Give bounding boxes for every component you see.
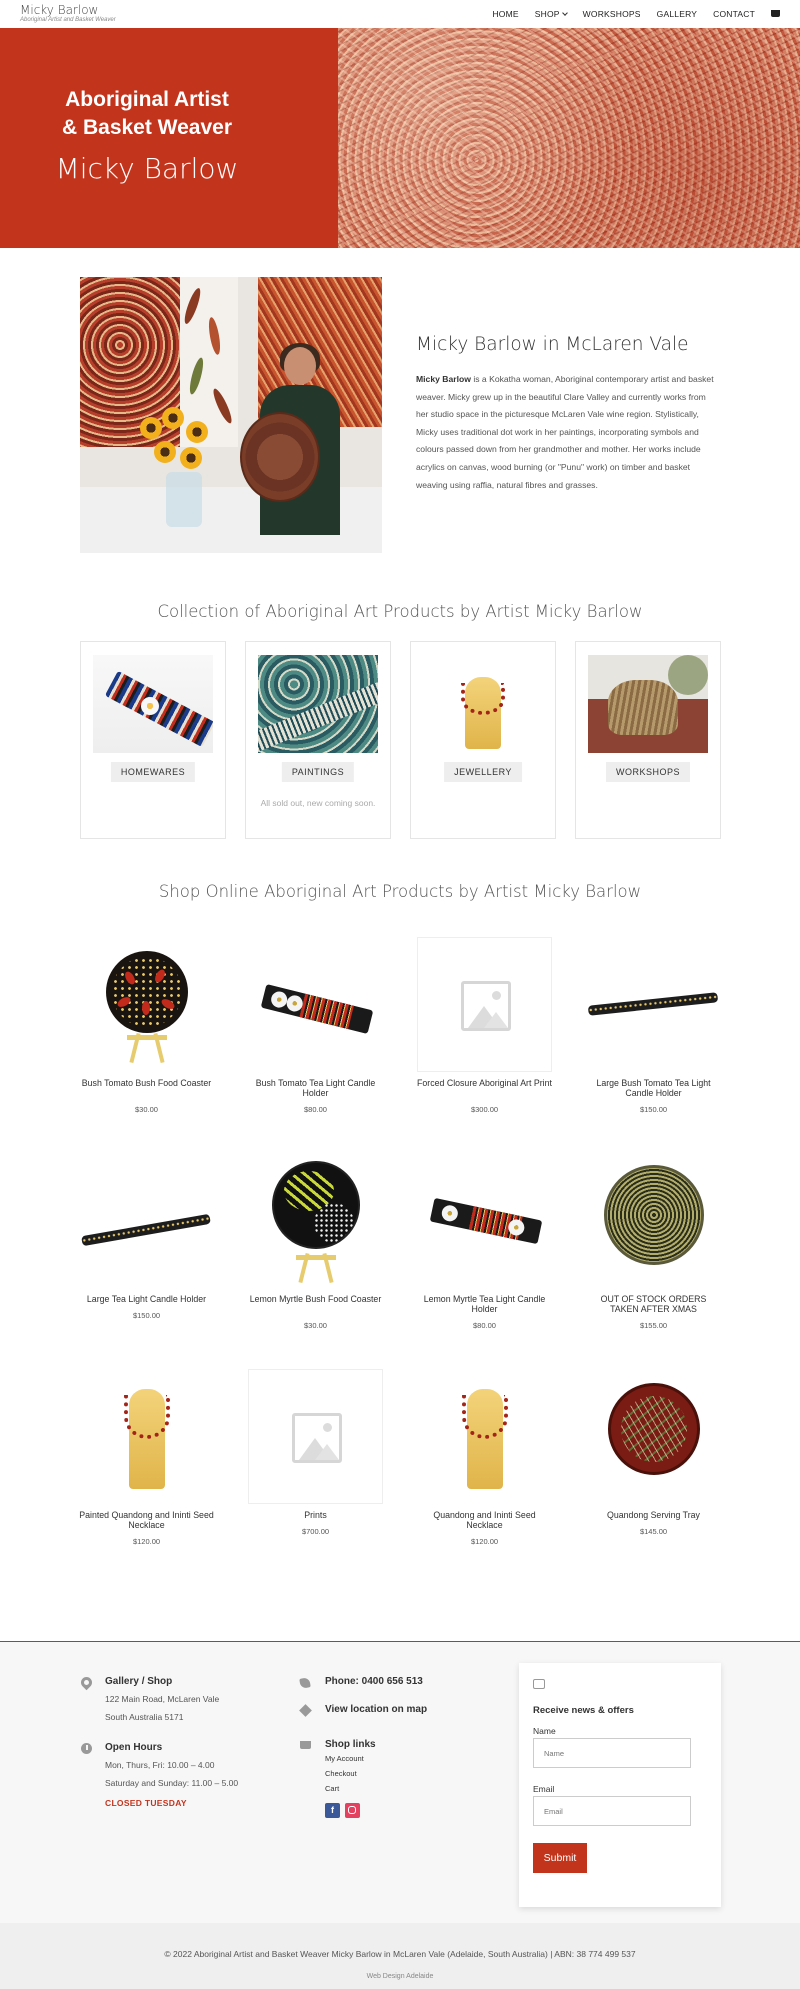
easel-bar [296,1255,336,1260]
product-price: $120.00 [470,1537,499,1546]
tray-artwork [608,1383,700,1475]
hero-title-line1: Aboriginal Artist [65,88,229,111]
hero-title-line2: & Basket Weaver [61,116,233,139]
nav-gallery[interactable]: GALLERY [656,9,698,19]
placeholder-mountain [315,1444,339,1460]
product-image[interactable] [586,1153,721,1288]
link-cart[interactable]: Cart [325,1784,340,1793]
placeholder-sun [323,1423,332,1432]
copyright-text: © 2022 Aboriginal Artist and Basket Weaver Micky Barlow in McLaren Vale (Adelaide, South Australia) | ABN: 38 774 499 537 [164,1949,636,1959]
intro-heading: Micky Barlow in McLaren Vale [416,334,689,355]
product-name[interactable]: Painted Quandong and Ininti Seed Necklace [79,1510,214,1530]
nav-shop[interactable] [535,9,567,19]
candle-holder-artwork [261,984,374,1034]
category-button[interactable]: WORKSHOPS [606,762,690,782]
candle-holder-shape [105,671,213,747]
address-line2: South Australia 5171 [105,1712,184,1722]
product-image[interactable] [79,1369,214,1504]
artist-photo [80,277,382,553]
link-checkout[interactable]: Checkout [325,1769,357,1778]
product-price: $80.00 [473,1321,496,1330]
product-price: $30.00 [304,1321,327,1330]
name-input[interactable] [533,1738,691,1768]
product-price: $150.00 [639,1105,668,1114]
clock-icon [81,1743,92,1754]
product-image[interactable] [248,937,383,1072]
category-card-homewares[interactable] [80,641,226,839]
collection-heading: Collection of Aboriginal Art Products by Artist Micky Barlow [157,602,643,621]
intro-paragraph [416,371,716,494]
tea-light [269,990,288,1009]
shop-heading: Shop Online Aboriginal Art Products by Artist Micky Barlow [158,882,642,901]
product-name[interactable]: Prints [304,1510,327,1520]
category-image[interactable] [93,655,213,753]
tray-artwork [604,1165,704,1265]
product-image[interactable] [79,937,214,1072]
email-input[interactable] [533,1796,691,1826]
product-name[interactable]: Bush Tomato Tea Light Candle Holder [255,1078,376,1098]
product-name[interactable]: Quandong Serving Tray [607,1510,700,1520]
closed-notice: CLOSED TUESDAY [105,1798,187,1808]
bead-necklace [462,1395,508,1439]
product-name[interactable]: OUT OF STOCK ORDERS TAKEN AFTER XMAS [600,1294,707,1314]
category-card-workshops[interactable] [575,641,721,839]
coaster-artwork [272,1161,360,1249]
nav-home[interactable]: HOME [492,9,519,19]
site-header [0,0,800,28]
product-name[interactable]: Large Bush Tomato Tea Light Candle Holder [596,1078,711,1098]
sunflower [162,407,184,429]
product-name[interactable]: Lemon Myrtle Bush Food Coaster [249,1294,382,1304]
product-image[interactable] [417,1153,552,1288]
nav-shop-label: SHOP [534,9,560,19]
facebook-icon[interactable]: f [325,1803,340,1818]
email-label: Email [533,1784,555,1794]
product-image[interactable] [586,1369,721,1504]
hero-banner [0,28,800,248]
placeholder-mountain [484,1012,508,1028]
image-placeholder-icon [292,1413,342,1463]
product-image-placeholder[interactable] [417,937,552,1072]
newsletter-title: Receive news & offers [533,1705,634,1716]
link-my-account[interactable]: My Account [325,1754,364,1763]
bead-necklace [461,683,505,715]
woven-basket [608,680,678,735]
category-image[interactable] [588,655,708,753]
category-image[interactable] [258,655,378,753]
hero-panel [0,28,338,248]
shop-links-title: Shop links [325,1739,376,1750]
intro-name-bold: Micky Barlow [416,374,471,384]
sunflower [140,417,162,439]
tea-light [440,1204,459,1223]
image-placeholder-icon [461,981,511,1031]
hours-weekday: Mon, Thurs, Fri: 10.00 – 4.00 [105,1760,215,1770]
red-dot [142,1001,150,1015]
product-price: $30.00 [135,1105,158,1114]
bead-necklace [124,1395,170,1439]
nav-contact[interactable]: CONTACT [713,9,755,19]
product-price: $150.00 [132,1311,161,1320]
hours-weekend: Saturday and Sunday: 11.00 – 5.00 [105,1778,239,1788]
category-card-jewellery[interactable] [410,641,556,839]
coaster-artwork [106,951,188,1033]
name-label: Name [533,1726,556,1736]
web-design-credit[interactable]: Web Design Adelaide [366,1973,434,1980]
instagram-icon[interactable] [345,1803,360,1818]
plate-artwork [240,412,320,502]
product-price: $145.00 [639,1527,668,1536]
product-image[interactable] [586,937,721,1072]
hero-artist-name: Micky Barlow [55,152,239,185]
product-name[interactable]: Bush Tomato Bush Food Coaster [81,1078,212,1088]
product-name[interactable]: Large Tea Light Candle Holder [86,1294,207,1304]
sunflower [186,421,208,443]
artist-head [284,347,316,385]
candle-holder-artwork [430,1198,543,1244]
easel-bar [127,1035,167,1040]
product-image[interactable] [79,1153,214,1288]
brand-tagline: Aboriginal Artist and Basket Weaver [20,17,116,23]
sunflower [154,441,176,463]
category-image[interactable] [423,655,543,753]
category-button[interactable]: PAINTINGS [282,762,354,782]
product-name[interactable]: Forced Closure Aboriginal Art Print [417,1078,552,1088]
map-link[interactable]: View location on map [325,1704,428,1715]
leaf-shape [207,317,222,356]
product-image[interactable] [248,1153,383,1288]
phone-number[interactable]: Phone: 0400 656 513 [325,1676,423,1687]
hero-artwork-image [338,28,800,248]
sunflower [180,447,202,469]
placeholder-sun [492,991,501,1000]
submit-button[interactable]: Submit [533,1843,587,1873]
leaf-shape [182,287,203,326]
leaf-shape [187,356,206,395]
product-image[interactable] [417,1369,552,1504]
newsletter-form [519,1663,721,1907]
category-note: All sold out, new coming soon. [260,798,376,808]
hours-title: Open Hours [105,1742,163,1753]
category-button[interactable]: HOMEWARES [111,762,195,782]
dot-pattern [112,957,182,1027]
product-name[interactable]: Quandong and Ininti Seed Necklace [433,1510,536,1530]
hero-title [0,86,294,142]
product-price: $700.00 [301,1527,330,1536]
product-price: $300.00 [470,1105,499,1114]
easel-stand [294,1253,338,1283]
sunflowers [140,407,230,477]
product-name[interactable]: Lemon Myrtle Tea Light Candle Holder [423,1294,546,1314]
product-price: $120.00 [132,1537,161,1546]
tea-light [285,994,304,1013]
shopping-cart-icon [300,1741,311,1749]
address-line1: 122 Main Road, McLaren Vale [105,1694,220,1704]
candle-holder-artwork [588,992,718,1016]
nav-workshops[interactable]: WORKSHOPS [582,9,641,19]
bottom-bar [0,1923,800,1989]
tea-light [507,1218,526,1237]
category-button[interactable]: JEWELLERY [444,762,522,782]
product-image-placeholder[interactable] [248,1369,383,1504]
easel-stand [125,1033,169,1063]
gallery-title: Gallery / Shop [105,1676,173,1687]
main-nav [492,9,780,19]
product-price: $80.00 [304,1105,327,1114]
candle-holder-artwork [81,1214,211,1246]
tea-light [141,697,159,715]
chevron-down-icon [562,10,568,16]
vase [166,472,202,527]
brand-name[interactable]: Micky Barlow [20,3,99,17]
product-price: $155.00 [639,1321,668,1330]
category-card-paintings[interactable] [245,641,391,839]
cart-icon[interactable] [771,10,780,17]
mail-icon [533,1679,545,1689]
tree-shape [668,655,708,695]
intro-text: is a Kokatha woman, Aboriginal contemporary artist and basket weaver. Micky grew up in the beautiful Clare Valley and currently works from her studio space in the picturesque McLaren Vale wine region. Stylistically, Micky uses traditional dot work in her paintings, incorporating symbols and colours passed down from her grandmother and mother. Her works include acrylics on canvas, wood burning (or "Punu" work) on timber and basket weaving using raffia, natural fibres and grasses. [416,374,714,490]
